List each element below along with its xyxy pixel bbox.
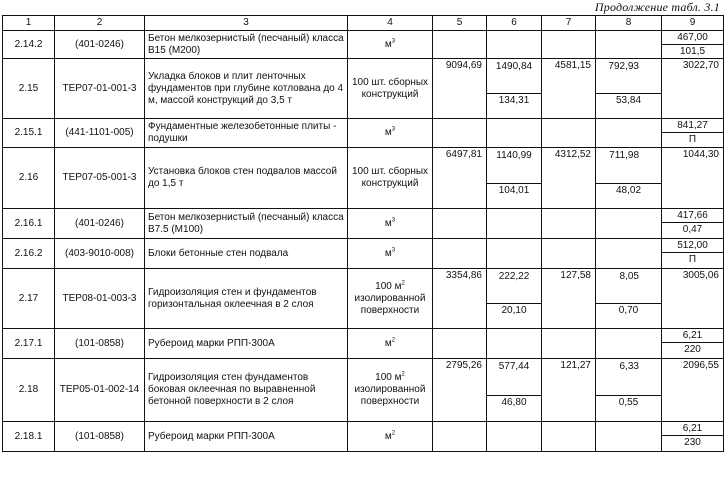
row-col5: 3354,86 (433, 269, 487, 329)
unit-exponent: 3 (391, 217, 396, 224)
unit-exponent: 3 (391, 247, 396, 254)
col9-top: 6,21 (662, 422, 723, 436)
row-col6 (487, 148, 542, 209)
estimate-table (2, 15, 724, 452)
col-header: 8 (596, 16, 662, 31)
row-col6 (487, 209, 542, 239)
row-code: (401-0246) (55, 31, 145, 59)
row-col5: 6497,81 (433, 148, 487, 209)
row-unit (348, 329, 433, 359)
col6-top: 1490,84 (495, 61, 533, 72)
row-description: Бетон мелкозернистый (песчаный) класса В15 (М200) (145, 31, 348, 59)
row-col6 (487, 59, 542, 119)
header-row (3, 16, 724, 31)
col8-top: 792,93 (608, 61, 639, 72)
unit-exponent: 3 (391, 38, 396, 45)
row-col5 (433, 209, 487, 239)
row-number: 2.16 (3, 148, 55, 209)
col9-bottom: 101,5 (679, 46, 706, 57)
row-col7 (542, 422, 596, 452)
row-description: Бетон мелкозернистый (песчаный) класса В7.5 (М100) (145, 209, 348, 239)
row-col9: 3005,06 (662, 269, 724, 329)
row-col8 (596, 359, 662, 422)
row-unit (348, 422, 433, 452)
col-header: 7 (542, 16, 596, 31)
col6-top: 222,22 (498, 271, 530, 282)
row-number: 2.15.1 (3, 119, 55, 148)
unit-prefix: 100 м (375, 372, 402, 383)
row-col5 (433, 119, 487, 148)
row-code: ТЕР05-01-002-14 (55, 359, 145, 422)
unit-exponent: 2 (391, 337, 396, 344)
unit-base: м (384, 217, 392, 229)
row-col7: 4312,52 (542, 148, 596, 209)
col8-top: 6,33 (619, 361, 639, 372)
col8-bottom: 0,70 (596, 303, 661, 317)
row-code: (441-1101-005) (55, 119, 145, 148)
row-col9 (662, 31, 724, 59)
row-col9 (662, 209, 724, 239)
row-number: 2.16.1 (3, 209, 55, 239)
row-col7 (542, 119, 596, 148)
col9-bottom: П (688, 254, 697, 265)
row-col8 (596, 209, 662, 239)
row-unit (348, 269, 433, 329)
col8-top: 711,98 (609, 150, 639, 161)
col9-top: 841,27 (662, 119, 723, 133)
col6-top: 1140,99 (496, 150, 532, 161)
row-col8 (596, 239, 662, 269)
col-header: 1 (3, 16, 55, 31)
col-header: 9 (662, 16, 724, 31)
col9-top: 512,00 (662, 239, 723, 253)
unit-prefix: 100 м (375, 280, 402, 292)
row-col7 (542, 329, 596, 359)
row-unit (348, 359, 433, 422)
unit-exponent: 2 (401, 280, 405, 287)
row-description: Фундаментные железобетонные плиты - подушки (145, 119, 348, 148)
col9-bottom: 220 (684, 344, 701, 355)
col8-bottom: 0,55 (596, 395, 661, 409)
row-col8 (596, 329, 662, 359)
col-header: 3 (145, 16, 348, 31)
row-unit (348, 209, 433, 239)
row-col6 (487, 329, 542, 359)
unit-exponent: 2 (391, 430, 396, 437)
table-row (3, 59, 724, 119)
col-header: 2 (55, 16, 145, 31)
table-row (3, 119, 724, 148)
row-col6 (487, 269, 542, 329)
row-col7: 127,58 (542, 269, 596, 329)
col-header: 4 (348, 16, 433, 31)
col9-top: 417,66 (662, 209, 723, 223)
row-code: ТЕР07-01-001-3 (55, 59, 145, 119)
table-row (3, 31, 724, 59)
row-description: Гидроизоляция стен и фундаментов горизонтальная оклеечная в 2 слоя (145, 269, 348, 329)
row-col6 (487, 422, 542, 452)
row-description: Укладка блоков и плит ленточных фундаментов при глубине котлована до 4 м, массой конструкций до 3,5 т (145, 59, 348, 119)
col6-bottom: 104,01 (487, 183, 541, 197)
row-unit: 100 шт. сборных конструкций (348, 59, 433, 119)
row-description: Гидроизоляция стен фундаментов боковая оклеечная по выравненной бетонной поверхности в 2 слоя (145, 359, 348, 422)
row-col6 (487, 31, 542, 59)
row-code: (101-0858) (55, 422, 145, 452)
col-header: 5 (433, 16, 487, 31)
unit-suffix: изолированной поверхности (354, 384, 426, 407)
row-col9: 1044,30 (662, 148, 724, 209)
row-col7 (542, 239, 596, 269)
table-row (3, 148, 724, 209)
unit-base: м (384, 247, 392, 259)
col6-bottom: 134,31 (487, 93, 541, 107)
unit-suffix: изолированной поверхности (354, 292, 426, 316)
row-col5 (433, 422, 487, 452)
row-code: ТЕР08-01-003-3 (55, 269, 145, 329)
col6-bottom: 20,10 (487, 303, 541, 317)
row-description: Блоки бетонные стен подвала (145, 239, 348, 269)
row-col5 (433, 239, 487, 269)
row-description: Рубероид марки РПП-300А (145, 422, 348, 452)
unit-base: м (384, 430, 392, 442)
unit-exponent: 3 (391, 126, 396, 133)
row-code: (401-0246) (55, 209, 145, 239)
row-number: 2.15 (3, 59, 55, 119)
row-number: 2.17 (3, 269, 55, 329)
table-caption: Продолжение табл. 3.1 (594, 0, 720, 14)
table-row (3, 422, 724, 452)
col9-bottom: 230 (684, 437, 701, 448)
row-code: ТЕР07-05-001-3 (55, 148, 145, 209)
unit-base: м (384, 337, 392, 349)
table-row (3, 359, 724, 422)
row-col5: 2795,26 (433, 359, 487, 422)
row-col7: 121,27 (542, 359, 596, 422)
row-col7: 4581,15 (542, 59, 596, 119)
row-col9: 3022,70 (662, 59, 724, 119)
row-col9 (662, 422, 724, 452)
col8-bottom: 48,02 (596, 183, 661, 197)
row-col8 (596, 422, 662, 452)
row-col6 (487, 359, 542, 422)
col8-bottom: 53,84 (596, 93, 661, 107)
row-col5 (433, 329, 487, 359)
col9-bottom: 0,47 (682, 224, 703, 235)
row-col5: 9094,69 (433, 59, 487, 119)
col6-top: 577,44 (498, 361, 530, 372)
row-code: (403-9010-008) (55, 239, 145, 269)
row-number: 2.16.2 (3, 239, 55, 269)
unit-exponent: 2 (401, 371, 405, 378)
col9-top: 6,21 (662, 329, 723, 343)
row-number: 2.18.1 (3, 422, 55, 452)
row-col8 (596, 269, 662, 329)
row-col9 (662, 119, 724, 148)
row-number: 2.17.1 (3, 329, 55, 359)
row-unit (348, 239, 433, 269)
row-col9 (662, 329, 724, 359)
col6-bottom: 46,80 (487, 395, 541, 409)
col-header: 6 (487, 16, 542, 31)
row-col7 (542, 31, 596, 59)
row-description: Установка блоков стен подвалов массой до 1,5 т (145, 148, 348, 209)
row-col6 (487, 239, 542, 269)
unit-base: м (384, 127, 392, 138)
unit-base: м (384, 38, 392, 50)
row-col9 (662, 239, 724, 269)
table-row (3, 209, 724, 239)
row-col7 (542, 209, 596, 239)
row-col5 (433, 31, 487, 59)
row-description: Рубероид марки РПП-300А (145, 329, 348, 359)
col9-top: 467,00 (662, 31, 723, 45)
table-row (3, 329, 724, 359)
row-number: 2.18 (3, 359, 55, 422)
row-col9: 2096,55 (662, 359, 724, 422)
row-unit (348, 31, 433, 59)
table-row (3, 269, 724, 329)
row-unit: 100 шт. сборных конструкций (348, 148, 433, 209)
row-col8 (596, 31, 662, 59)
row-unit (348, 119, 433, 148)
row-col8 (596, 119, 662, 148)
row-col8 (596, 59, 662, 119)
col9-bottom: П (688, 134, 697, 145)
row-col8 (596, 148, 662, 209)
row-code: (101-0858) (55, 329, 145, 359)
row-col6 (487, 119, 542, 148)
table-row (3, 239, 724, 269)
row-number: 2.14.2 (3, 31, 55, 59)
col8-top: 8,05 (619, 271, 639, 282)
